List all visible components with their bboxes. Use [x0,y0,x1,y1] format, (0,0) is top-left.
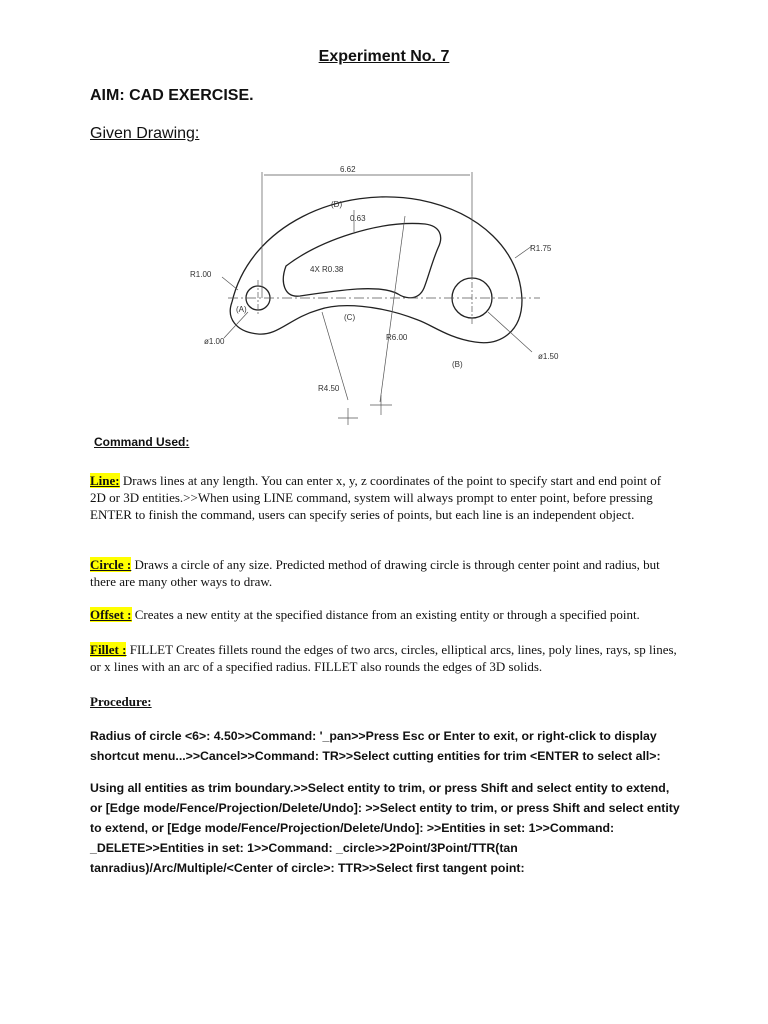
fillet-text: FILLET Creates fillets round the edges of two arcs, circles, elliptical arcs, lines, poly lines, rays, sp lines, or x lines with an arc of a specified radius. FILLET also rounds the edges of 3D solids. [90,642,677,674]
dim-r600: R6.00 [386,333,408,342]
command-used-heading: Command Used: [94,435,190,449]
cad-drawing [180,160,560,425]
dim-r175: R1.75 [530,244,552,253]
page-title: Experiment No. 7 [318,48,450,65]
slot-cutout [283,223,440,297]
offset-keyword: Offset : [90,607,132,622]
label-a: (A) [236,305,247,314]
dim-r450: R4.50 [318,384,340,393]
circle-paragraph [90,556,680,590]
procedure-paragraph-2: Using all entities as trim boundary.>>Select entity to trim, or press Shift and select entity to extend, or [Edge mode/Fence/Projection/Delete/Undo]: >>Select entity to trim, or press Shift and select entity to extend, or [Edge mode/Fence/Projection/Delete/Undo]: >>Entities in set: 1>>Command: _DELETE>>Entities in set: 1>>Command: _circle>>2Point/3Point/TTR(tan tanradius)/Arc/Multiple/<Center of circle>: TTR>>Select first tangent point: [90,781,680,875]
offset-paragraph [90,606,680,623]
dim-dia100: ø1.00 [204,337,225,346]
line-paragraph [90,472,680,523]
label-c: (C) [344,313,356,322]
circle-keyword: Circle : [90,557,132,572]
line-keyword: Line: [90,473,120,488]
circle-text: Draws a circle of any size. Predicted method of drawing circle is through center point and radius, but there are many other ways to draw. [90,557,660,589]
label-d: (D) [331,200,343,209]
procedure-heading: Procedure: [90,694,152,709]
part-outline [230,197,522,343]
fillet-paragraph [90,641,680,675]
procedure-paragraph-1: Radius of circle <6>: 4.50>>Command: '_pan>>Press Esc or Enter to exit, or right-click to display shortcut menu...>>Cancel>>Command: TR>>Select cutting entities for trim <ENTER to select all>: [90,729,661,763]
line-text: Draws lines at any length. You can enter x, y, z coordinates of the point to specify start and end point of 2D or 3D entities.>>When using LINE command, system will always prompt to enter point, before pressing ENTER to finish the command, users can specify series of points, but each line is an independent object. [90,473,662,522]
dim-width: 6.62 [340,165,356,174]
fillet-callout: 4X R0.38 [310,265,344,274]
given-drawing-heading: Given Drawing: [90,125,200,142]
dim-r100: R1.00 [190,270,212,279]
offset-text: Creates a new entity at the specified distance from an existing entity or through a specified point. [131,607,640,622]
label-b: (B) [452,360,463,369]
outer-arc [232,197,522,302]
aim-heading: AIM: CAD EXERCISE. [90,87,254,104]
dim-dia150: ø1.50 [538,352,559,361]
dim-063: 0.63 [350,214,366,223]
fillet-keyword: Fillet : [90,642,127,657]
